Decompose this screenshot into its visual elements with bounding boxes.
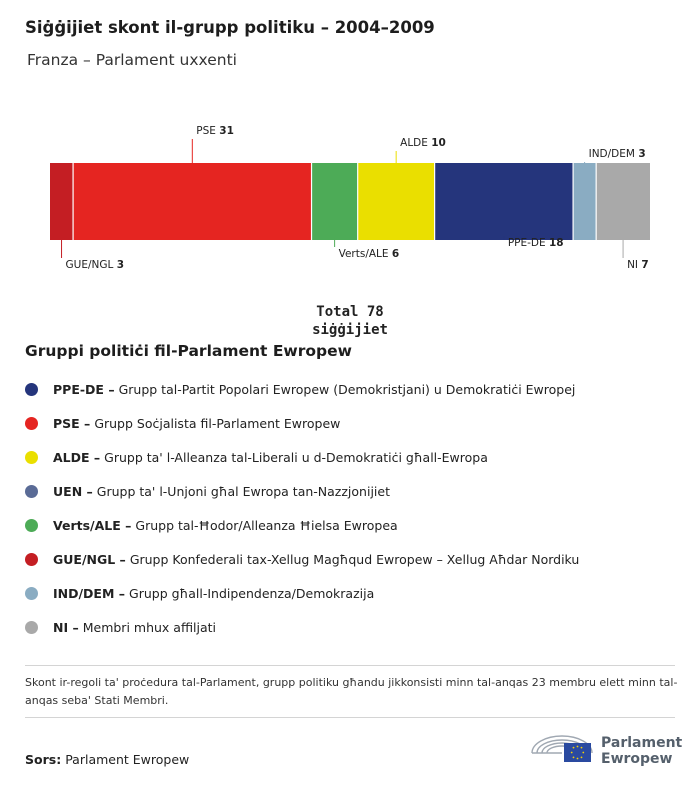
label-ppe-de: PPE-DE 18: [507, 237, 564, 249]
bar-pse: [73, 163, 311, 240]
logo-wordmark: [601, 735, 682, 767]
legend-description: Grupp tal-Ħodor/Alleanza Ħielsa Ewropea: [135, 517, 398, 533]
label-gue-ngl: GUE/NGL 3: [65, 259, 125, 271]
legend-item: [25, 372, 579, 406]
label-alde: ALDE 10: [400, 137, 446, 149]
total-seats-label: [286, 303, 414, 339]
legend-dot-icon: [25, 587, 38, 600]
total-line-1: Total 78: [316, 304, 384, 320]
bar-verts-ale: [312, 163, 358, 240]
legend-abbr: IND/DEM –: [53, 585, 126, 601]
legend-item: [25, 576, 579, 610]
legend-abbr: GUE/NGL –: [53, 551, 126, 567]
legend-item: [25, 508, 579, 542]
legend-dot-icon: [25, 417, 38, 430]
footnote: Skont ir-regoli ta' proċedura tal-Parlament, grupp politiku għandu jikkonsisti minn tal-anqas 23 membru elett minn tal-anqas seba' Stati Membri.: [25, 676, 678, 707]
legend-item: [25, 406, 579, 440]
logo-line-1: Parlament: [601, 735, 683, 751]
legend-description: Grupp għall-Indipendenza/Demokrazija: [129, 585, 375, 601]
legend-dot-icon: [25, 383, 38, 396]
bar-ppe-de: [435, 163, 573, 240]
bar-ind-dem: [573, 163, 596, 240]
legend-dot-icon: [25, 553, 38, 566]
source-value: Parlament Ewropew: [65, 752, 190, 767]
legend-description: Membri mhux affiljati: [82, 619, 217, 635]
legend-title: Gruppi politiċi fil-Parlament Ewropew: [25, 342, 352, 360]
bar-gue-ngl: [50, 163, 73, 240]
legend-description: Grupp ta' l-Alleanza tal-Liberali u d-Demokratiċi għall-Ewropa: [104, 449, 488, 465]
divider-bottom: [25, 717, 675, 718]
label-pse: PSE 31: [196, 125, 234, 137]
legend-item: [25, 474, 579, 508]
legend-abbr: PPE-DE –: [53, 381, 115, 397]
legend-dot-icon: [25, 621, 38, 634]
legend-dot-icon: [25, 451, 38, 464]
bar-alde: [358, 163, 435, 240]
legend-description: Grupp Soċjalista fil-Parlament Ewropew: [94, 415, 341, 431]
legend-dot-icon: [25, 485, 38, 498]
label-ni: NI 7: [627, 259, 649, 271]
bar-ni: [596, 163, 650, 240]
total-line-2: siġġijiet: [312, 322, 388, 338]
label-verts-ale: Verts/ALE 6: [338, 248, 400, 260]
legend-abbr: PSE –: [53, 415, 91, 431]
chart-subtitle: Franza – Parlament uxxenti: [27, 51, 237, 69]
seat-bar-chart: [0, 110, 700, 300]
legend-abbr: NI –: [53, 619, 79, 635]
legend-abbr: ALDE –: [53, 449, 101, 465]
source-line: [25, 752, 189, 767]
source-label: Sors:: [25, 752, 62, 767]
legend-item: [25, 542, 579, 576]
legend-item: [25, 440, 579, 474]
legend-item: [25, 610, 579, 644]
chart-title: Siġġijiet skont il-grupp politiku – 2004–2009: [25, 18, 435, 37]
legend-abbr: Verts/ALE –: [53, 517, 132, 533]
legend-abbr: UEN –: [53, 483, 93, 499]
legend-description: Grupp tal-Partit Popolari Ewropew (Demokristjani) u Demokratiċi Ewropej: [118, 381, 576, 397]
label-ind-dem: IND/DEM 3: [588, 148, 646, 160]
logo-line-2: Ewropew: [601, 751, 673, 767]
legend: [25, 372, 579, 644]
legend-description: Grupp ta' l-Unjoni għal Ewropa tan-Nazzjonijiet: [96, 483, 390, 499]
legend-dot-icon: [25, 519, 38, 532]
divider-top: [25, 665, 675, 666]
legend-description: Grupp Konfederali tax-Xellug Magħqud Ewropew – Xellug Aħdar Nordiku: [129, 551, 580, 567]
